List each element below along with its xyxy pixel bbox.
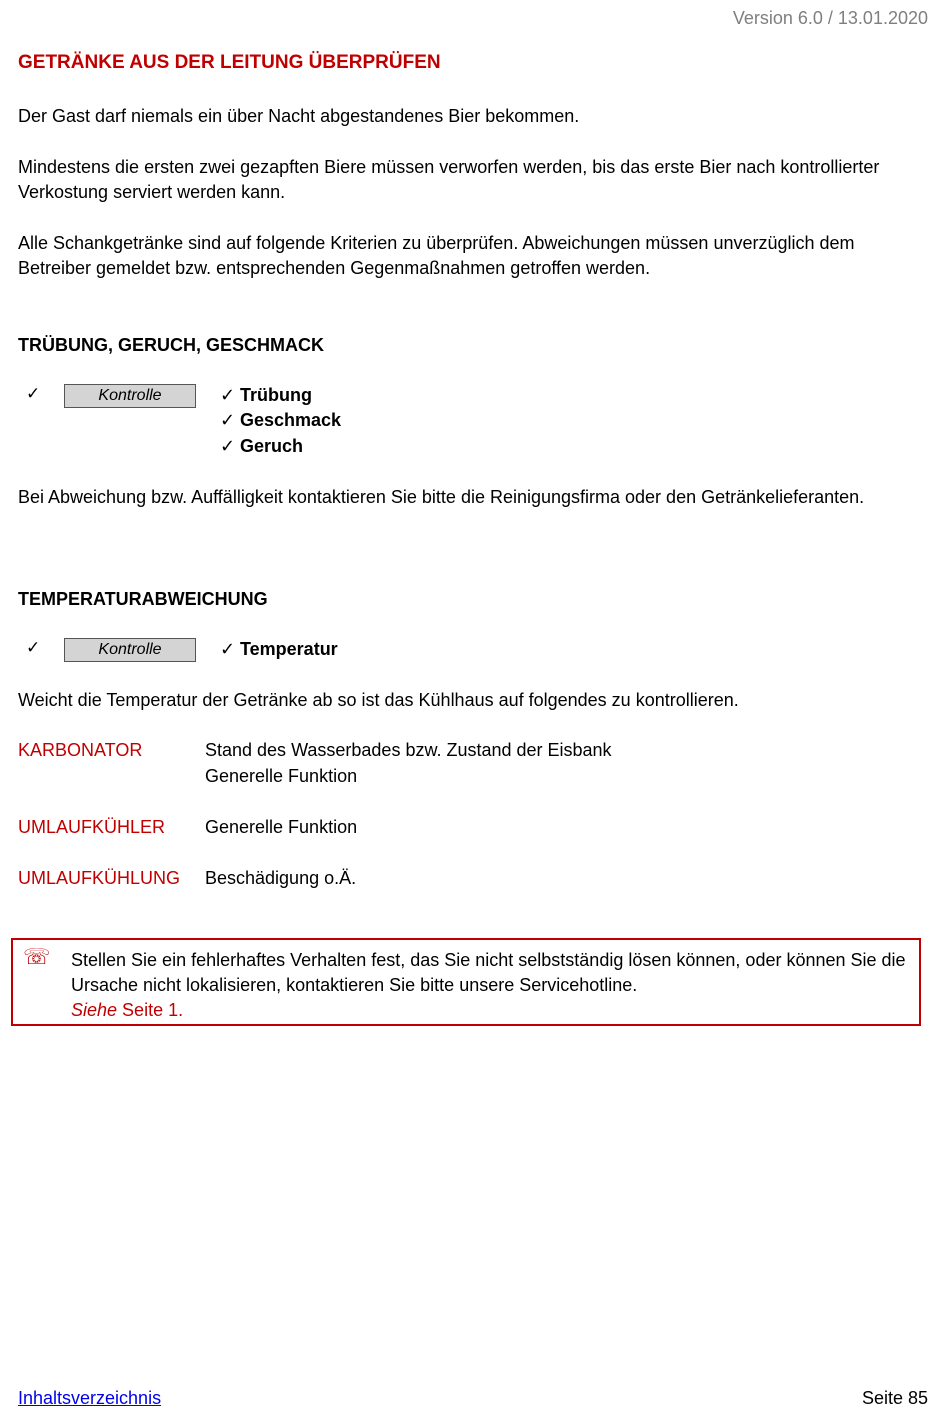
paragraph-1: Der Gast darf niemals ein über Nacht abgestandenes Bier bekommen.	[18, 106, 580, 126]
paragraph-2: Mindestens die ersten zwei gezapften Biere müssen verworfen werden, bis das erste Bier nach kontrollierter Verkostung serviert werden kann.	[18, 157, 880, 202]
page-title: GETRÄNKE AUS DER LEITUNG ÜBERPRÜFEN	[18, 52, 441, 73]
item-label-umlaufkuehlung: UMLAUFKÜHLUNG	[18, 868, 181, 888]
item-label-umlaufkuehler: UMLAUFKÜHLER	[18, 817, 166, 837]
toc-link[interactable]: Inhaltsverzeichnis	[18, 1388, 162, 1408]
section-heading-temperatur: TEMPERATURABWEICHUNG	[18, 589, 268, 609]
criterion-temperatur: ✓ Temperatur	[220, 637, 338, 662]
item-desc-karbonator-2: Generelle Funktion	[205, 766, 358, 786]
section1-note: Bei Abweichung bzw. Auffälligkeit kontaktieren Sie bitte die Reinigungsfirma oder den Getränkelieferanten.	[18, 487, 865, 507]
telephone-icon: ☏	[23, 944, 51, 969]
criterion-geschmack: ✓ Geschmack	[220, 408, 341, 433]
page-reference: Siehe Seite 1.	[71, 1000, 184, 1020]
item-desc-umlaufkuehler: Generelle Funktion	[205, 817, 358, 837]
check-mark-icon: ✓	[220, 639, 236, 659]
section-heading-truebung: TRÜBUNG, GERUCH, GESCHMACK	[18, 335, 324, 355]
check-mark-icon: ✓	[26, 638, 41, 657]
kontrolle-button[interactable]: Kontrolle	[64, 638, 196, 662]
item-desc-karbonator-1: Stand des Wasserbades bzw. Zustand der Eisbank	[205, 740, 612, 760]
notice-text: Stellen Sie ein fehlerhaftes Verhalten fest, das Sie nicht selbstständig lösen können, oder können Sie die Ursache nicht lokalisieren, kontaktieren Sie bitte unsere Servicehotline. Siehe Seite 1.	[71, 950, 906, 1020]
check-mark-icon: ✓	[220, 410, 236, 430]
service-notice-box	[11, 938, 921, 1026]
criterion-geruch: ✓ Geruch	[220, 434, 303, 459]
page-number: Seite 85	[861, 1388, 928, 1408]
check-mark-icon: ✓	[220, 385, 236, 405]
kontrolle-button[interactable]: Kontrolle	[64, 384, 196, 408]
section2-intro: Weicht die Temperatur der Getränke ab so ist das Kühlhaus auf folgendes zu kontrollieren.	[18, 690, 739, 710]
check-mark-icon: ✓	[26, 384, 41, 403]
item-label-karbonator: KARBONATOR	[18, 740, 143, 760]
version-label: Version 6.0 / 13.01.2020	[732, 8, 928, 28]
item-desc-umlaufkuehlung: Beschädigung o.Ä.	[205, 868, 357, 888]
check-mark-icon: ✓	[220, 436, 236, 456]
paragraph-3: Alle Schankgetränke sind auf folgende Kriterien zu überprüfen. Abweichungen müssen unverzüglich dem Betreiber gemeldet bzw. entsprechenden Gegenmaßnahmen getroffen werden.	[18, 233, 855, 278]
criterion-truebung: ✓ Trübung	[220, 383, 312, 408]
